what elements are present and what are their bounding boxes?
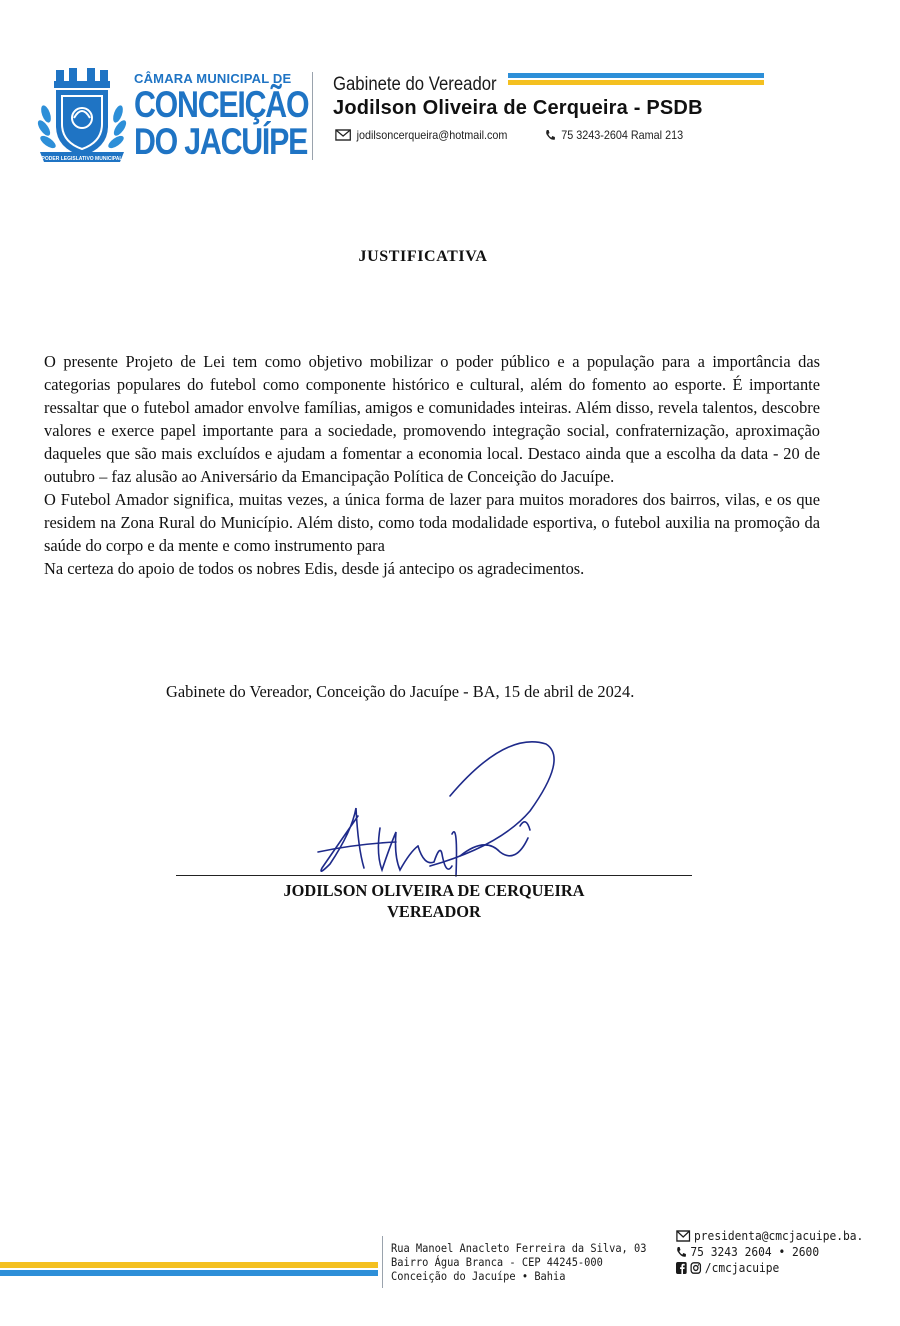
footer-email-text: presidenta@cmcjacuipe.ba. bbox=[694, 1228, 864, 1243]
email-icon bbox=[335, 129, 351, 141]
place-date: Gabinete do Vereador, Conceição do Jacuípe - BA, 15 de abril de 2024. bbox=[166, 682, 635, 701]
footer-social-text: /cmcjacuipe bbox=[704, 1260, 780, 1275]
footer-stripe-blue bbox=[0, 1270, 378, 1276]
coat-of-arms-icon bbox=[36, 66, 128, 170]
address-line-3: Conceição do Jacuípe • Bahia bbox=[391, 1269, 566, 1283]
email-icon bbox=[676, 1230, 690, 1242]
header-phone-text: 75 3243-2604 Ramal 213 bbox=[561, 128, 684, 142]
logo-wordmark bbox=[134, 71, 309, 162]
footer-stripe-yellow bbox=[0, 1262, 378, 1268]
signer-role: VEREADOR bbox=[387, 902, 481, 921]
header-stripe-blue bbox=[508, 73, 764, 78]
handwritten-signature bbox=[300, 726, 570, 896]
footer-divider bbox=[382, 1236, 383, 1288]
header-email-text: jodilsoncerqueira@hotmail.com bbox=[356, 128, 508, 142]
footer-email-row bbox=[676, 1228, 863, 1244]
footer-address bbox=[391, 1241, 646, 1283]
document-title: JUSTIFICATIVA bbox=[358, 248, 488, 265]
header-email bbox=[335, 128, 507, 142]
paragraph-1: O presente Projeto de Lei tem como objetivo mobilizar o poder público e a população para a importância das categorias populares do futebol como componente histórico e cultural, além do fomento ao esporte. É importante ressaltar que o futebol amador envolve famílias, amigos e comunidades inteiras. Além disso, revela talentos, descobre valores e exerce papel importante para a sociedade, promovendo integração social, confraternização, aproximação daqueles que são mais excluídos e ajudam a fomentar a economia local. Destaco ainda que a escolha da data - 20 de outubro – faz alusão ao Aniversário da Emancipação Política de Conceição do Jacuípe. bbox=[44, 352, 820, 486]
justification-body bbox=[44, 350, 820, 580]
logo-line-3: DO JACUÍPE bbox=[134, 121, 308, 162]
logo-line-1: CÂMARA MUNICIPAL DE bbox=[134, 71, 292, 86]
instagram-icon bbox=[690, 1262, 701, 1274]
header-stripe-yellow bbox=[508, 80, 764, 85]
signer-name: JODILSON OLIVEIRA DE CERQUEIRA bbox=[283, 881, 585, 900]
phone-icon bbox=[676, 1246, 687, 1258]
paragraph-3: Na certeza do apoio de todos os nobres Edis, desde já antecipo os agradecimentos. bbox=[44, 559, 585, 578]
address-line-1: Rua Manoel Anacleto Ferreira da Silva, 03 bbox=[391, 1241, 647, 1255]
footer-contact bbox=[676, 1228, 863, 1276]
address-line-2: Bairro Água Branca - CEP 44245-000 bbox=[391, 1255, 603, 1269]
councilor-name: Jodilson Oliveira de Cerqueira - PSDB bbox=[333, 97, 703, 119]
facebook-icon bbox=[676, 1262, 687, 1274]
footer-phone-row bbox=[676, 1244, 863, 1260]
header-phone bbox=[545, 128, 683, 142]
logo-line-2: CONCEIÇÃO bbox=[134, 84, 309, 125]
signature-line bbox=[176, 875, 692, 876]
paragraph-2: O Futebol Amador significa, muitas vezes, a única forma de lazer para muitos moradores dos bairros, vilas, e os que residem na Zona Rural do Município. Além disto, como toda modalidade esportiva, o futebol auxilia na promoção da saúde do corpo e da mente e como instrumento para bbox=[44, 490, 820, 555]
signer-block bbox=[176, 880, 692, 922]
footer-social-row bbox=[676, 1260, 863, 1276]
header-divider bbox=[312, 72, 313, 160]
logo-ribbon-text: PODER LEGISLATIVO MUNICIPAL bbox=[41, 156, 123, 162]
footer-phone-text: 75 3243 2604 • 2600 bbox=[690, 1244, 820, 1259]
phone-icon bbox=[545, 129, 556, 141]
office-title: Gabinete do Vereador bbox=[333, 74, 497, 95]
